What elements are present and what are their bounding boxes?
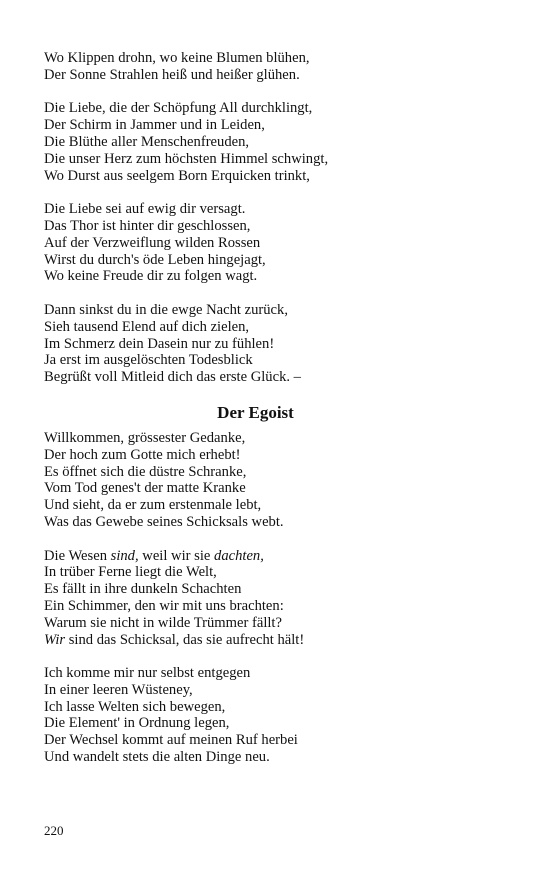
verse-line: Die Blüthe aller Menschenfreuden, xyxy=(44,133,250,150)
verse-line: Der Schirm in Jammer und in Leiden, xyxy=(44,117,265,134)
stanza xyxy=(44,548,514,649)
verse-line: Ein Schimmer, den wir mit uns brachten: xyxy=(44,597,284,614)
verse-line xyxy=(44,632,514,649)
verse-line: Und sieht, da er zum erstenmale lebt, xyxy=(44,497,262,514)
verse-segment: weil wir sie xyxy=(138,547,215,564)
verse-segment: sind das Schicksal, das sie aufrecht hält! xyxy=(65,631,305,648)
verse-line: Wirst du durch's öde Leben hingejagt, xyxy=(44,251,266,268)
verse-line: Auf der Verzweiflung wilden Rossen xyxy=(44,234,261,251)
verse-italic-segment: Wir xyxy=(44,631,66,648)
verse-line: In trüber Ferne liegt die Welt, xyxy=(44,564,217,581)
stanza xyxy=(44,100,514,184)
stanza xyxy=(44,201,514,285)
poem-der-egoist xyxy=(44,430,514,766)
verse-line: Die Liebe, die der Schöpfung All durchklingt, xyxy=(44,100,313,117)
verse-line: Das Thor ist hinter dir geschlossen, xyxy=(44,217,251,234)
verse-line: Sieh tausend Elend auf dich zielen, xyxy=(44,318,250,335)
stanza xyxy=(44,50,514,84)
verse-line: Die Liebe sei auf ewig dir versagt. xyxy=(44,201,246,218)
verse-line: Und wandelt stets die alten Dinge neu. xyxy=(44,749,270,766)
verse-line: Der hoch zum Gotte mich erhebt! xyxy=(44,446,241,463)
verse-line xyxy=(44,548,514,565)
verse-line: Der Wechsel kommt auf meinen Ruf herbei xyxy=(44,732,298,749)
verse-line: Es öffnet sich die düstre Schranke, xyxy=(44,463,247,480)
verse-line: Dann sinkst du in die ewge Nacht zurück, xyxy=(44,301,288,318)
verse-line: Wo Durst aus seelgem Born Erquicken trinkt, xyxy=(44,167,310,184)
verse-line: Ja erst im ausgelöschten Todesblick xyxy=(44,352,253,369)
verse-italic-segment: sind, xyxy=(110,547,139,564)
verse-line: Warum sie nicht in wilde Trümmer fällt? xyxy=(44,614,282,631)
verse-line: In einer leeren Wüsteney, xyxy=(44,681,193,698)
verse-line: Wo Klippen drohn, wo keine Blumen blühen, xyxy=(44,50,310,66)
verse-line: Es fällt in ihre dunkeln Schachten xyxy=(44,581,242,598)
verse-line: Die unser Herz zum höchsten Himmel schwingt, xyxy=(44,150,329,167)
verse-line: Die Element' in Ordnung legen, xyxy=(44,715,230,732)
verse-line: Willkommen, grössester Gedanke, xyxy=(44,429,246,446)
verse-line: Vom Tod genes't der matte Kranke xyxy=(44,480,246,497)
stanza xyxy=(44,430,514,531)
stanza xyxy=(44,302,514,386)
verse-line: Wo keine Freude dir zu folgen wagt. xyxy=(44,268,258,285)
stanza xyxy=(44,665,514,766)
verse-line: Der Sonne Strahlen heiß und heißer glühen. xyxy=(44,66,300,83)
poem-title: Der Egoist xyxy=(217,402,294,422)
verse-line: Was das Gewebe seines Schicksals webt. xyxy=(44,513,284,530)
verse-line: Ich komme mir nur selbst entgegen xyxy=(44,665,251,682)
verse-line: Begrüßt voll Mitleid dich das erste Glück. – xyxy=(44,369,301,386)
verse-line: Im Schmerz dein Dasein nur zu fühlen! xyxy=(44,335,275,352)
page-content xyxy=(44,50,514,766)
page-number: 220 xyxy=(44,823,64,838)
verse-segment: Die Wesen xyxy=(44,547,111,564)
verse-italic-segment: dachten, xyxy=(214,547,264,564)
poem-continued xyxy=(44,50,514,386)
verse-line: Ich lasse Welten sich bewegen, xyxy=(44,698,226,715)
